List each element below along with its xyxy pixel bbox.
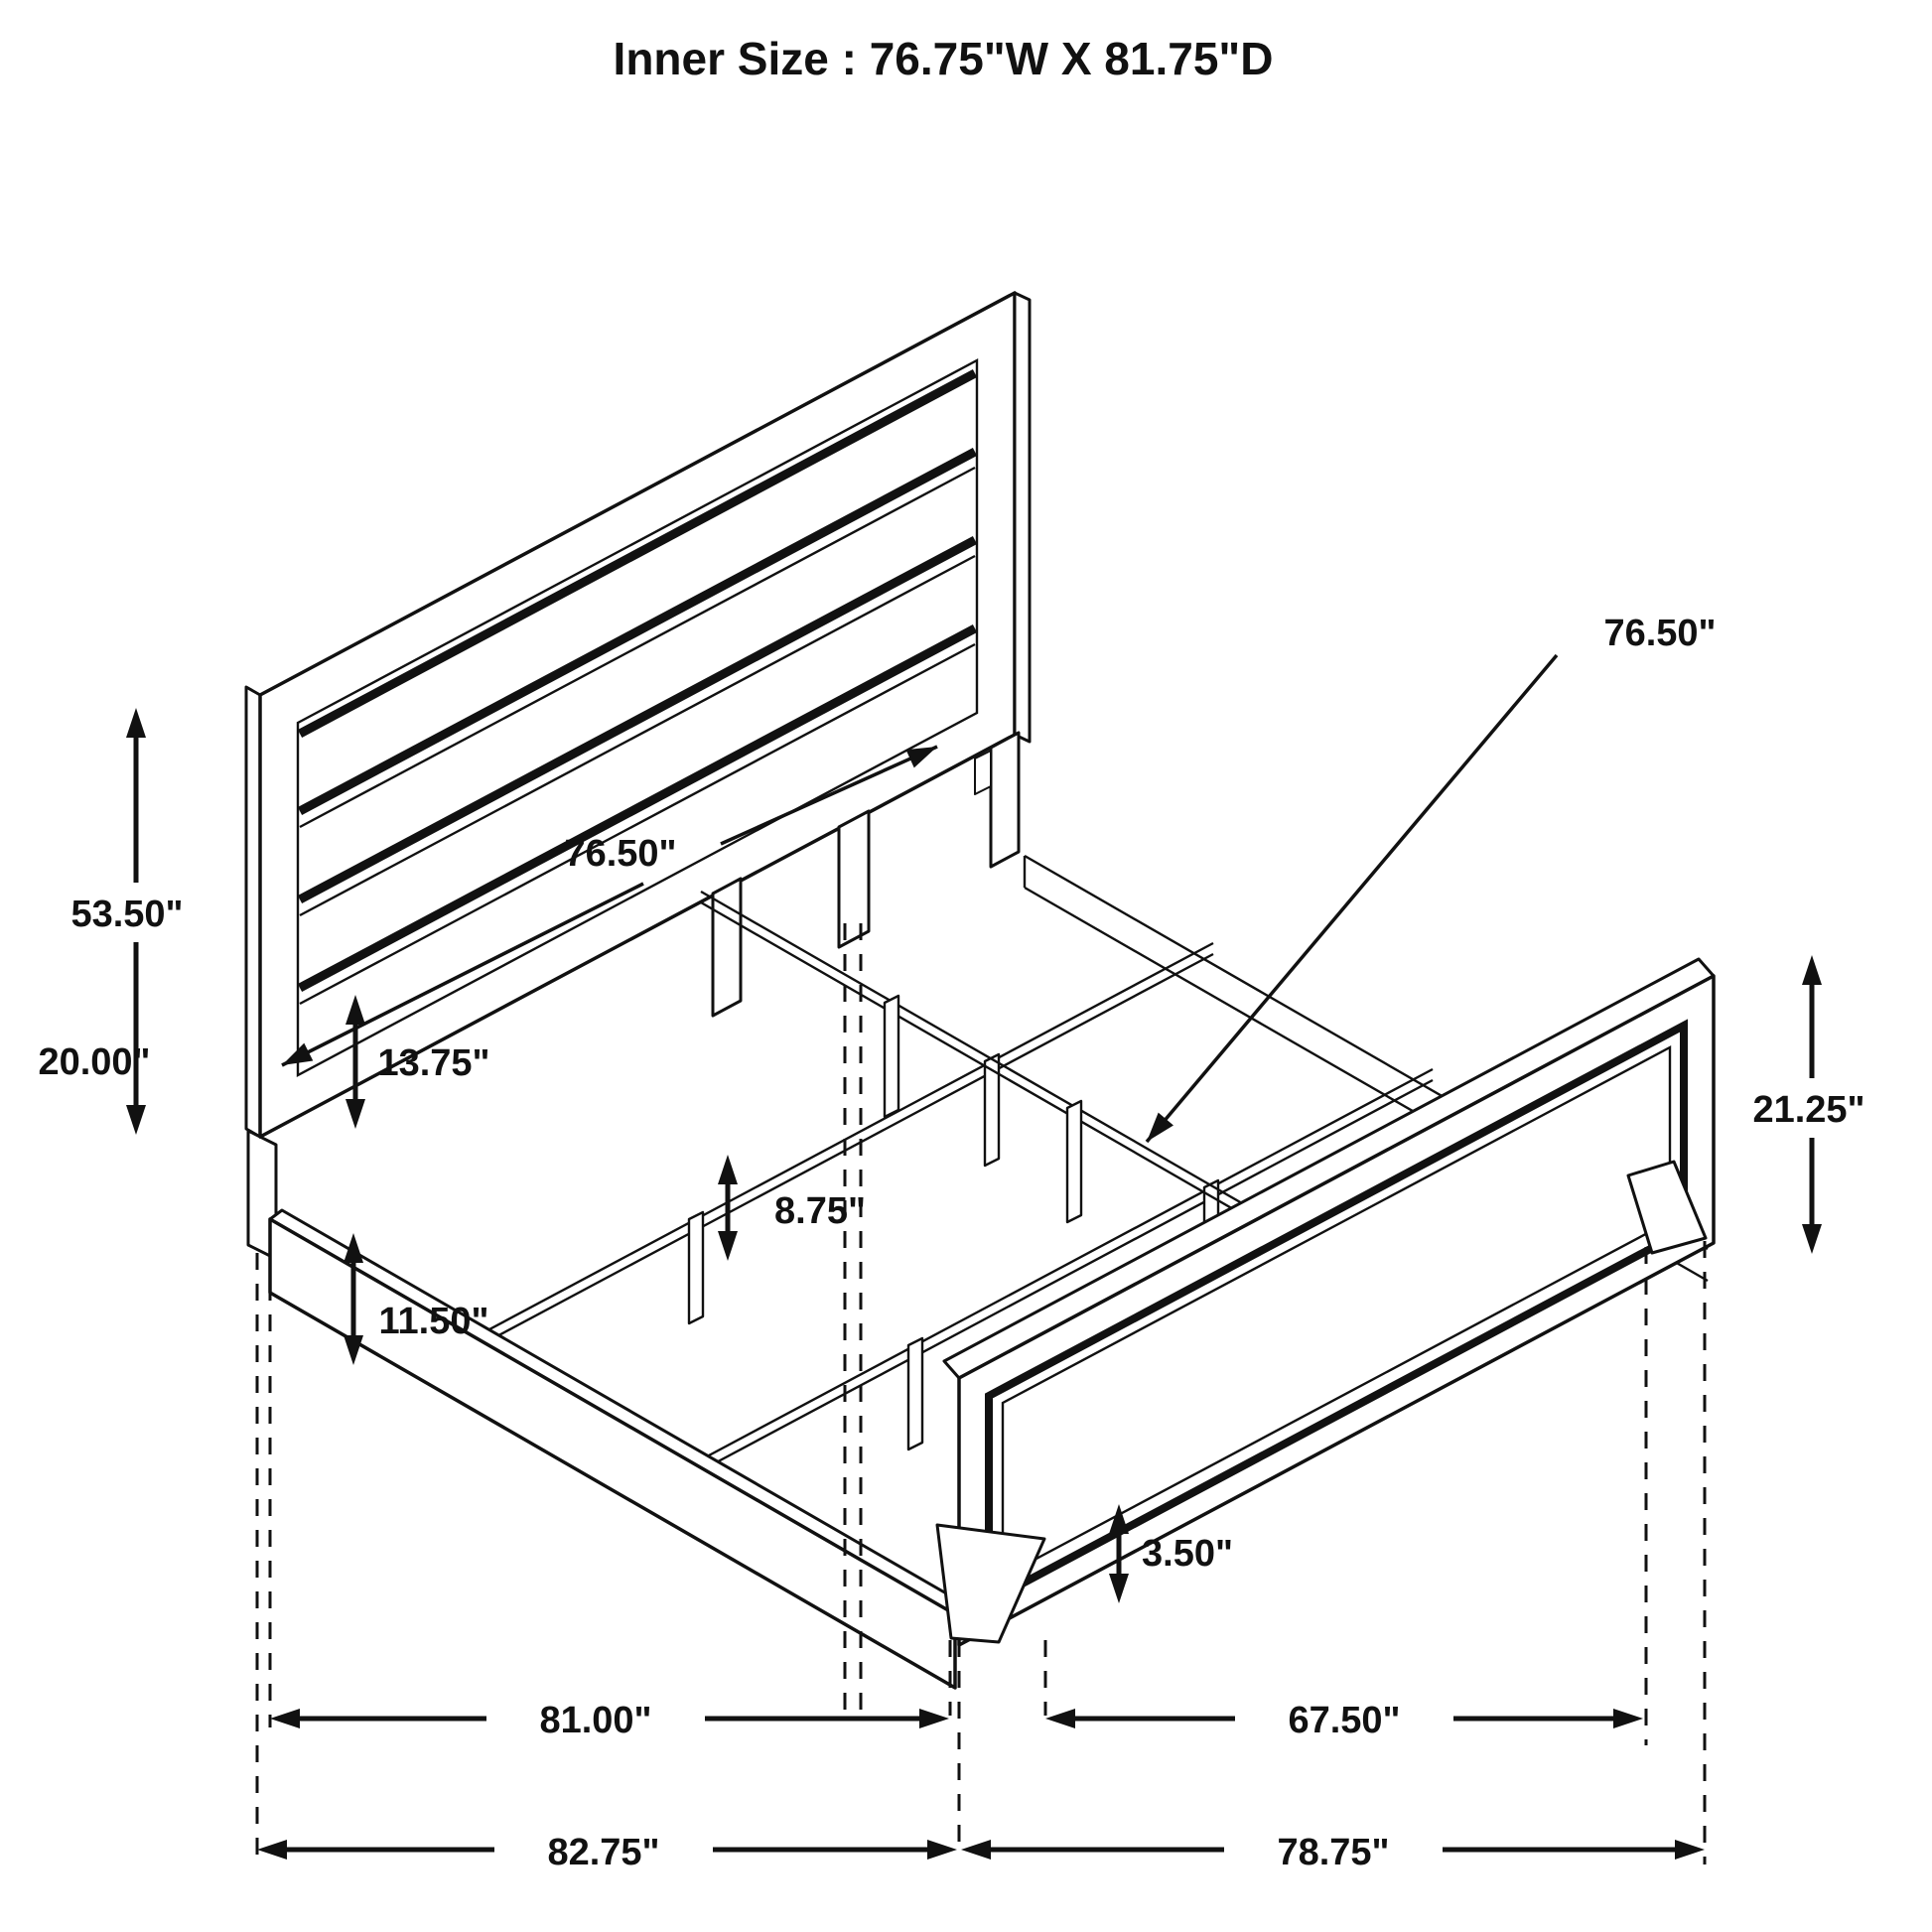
dimension-label-rail-length-right: 76.50"	[1603, 613, 1717, 654]
headboard-left-edge	[246, 687, 260, 1137]
dimension-label-slat-support-leg-height: 8.75"	[774, 1190, 866, 1232]
arrowhead	[344, 1335, 363, 1365]
headboard-right-edge	[1015, 293, 1030, 742]
arrowhead	[345, 1099, 365, 1129]
arrowhead	[1802, 955, 1822, 985]
arrowhead	[718, 1155, 738, 1184]
arrowhead	[126, 708, 146, 738]
dimension-label-side-rail-height: 11.50"	[378, 1301, 489, 1342]
bed-frame-drawing	[246, 293, 1717, 1688]
dimension-label-footboard-height: 21.25"	[1752, 1089, 1865, 1131]
arrowhead	[257, 1840, 287, 1860]
headboard-support-post	[713, 879, 741, 1016]
arrowhead	[919, 1709, 949, 1728]
support-leg	[689, 1212, 703, 1323]
headboard-right-leg	[991, 733, 1019, 867]
dimension-label-foot-height: 3.50"	[1142, 1533, 1233, 1575]
arrowhead	[1802, 1224, 1822, 1254]
support-leg	[1067, 1101, 1081, 1222]
arrowhead	[126, 1105, 146, 1135]
dimension-label-footboard-outer-span: 78.75"	[1277, 1832, 1390, 1873]
arrowhead	[927, 1840, 957, 1860]
arrowhead	[1045, 1709, 1075, 1728]
dimension-label-left-edge: 20.00"	[38, 1041, 151, 1083]
support-leg	[908, 1338, 922, 1449]
arrowhead	[961, 1840, 991, 1860]
rail-bracket	[975, 751, 991, 794]
dimension-label-rail-length-left: 76.50"	[564, 833, 677, 875]
dimension-label-outer-depth-span: 82.75"	[547, 1832, 660, 1873]
arrowhead	[718, 1231, 738, 1261]
dimension-label-footboard-inner-span: 67.50"	[1288, 1700, 1401, 1741]
left-side-rail	[270, 1210, 967, 1688]
dimension-label-headboard-panel-to-rail-gap: 13.75"	[377, 1042, 490, 1084]
arrowhead	[1109, 1574, 1129, 1603]
dimension-label-headboard-height: 53.50"	[70, 894, 184, 935]
support-leg	[885, 996, 898, 1117]
dimension-label-inner-depth-span: 81.00"	[539, 1700, 652, 1741]
arrowhead	[1613, 1709, 1643, 1728]
left-rail-face	[270, 1219, 955, 1688]
arrowhead	[1675, 1840, 1705, 1860]
arrowhead	[270, 1709, 300, 1728]
diagram-title: Inner Size : 76.75"W X 81.75"D	[613, 33, 1274, 84]
